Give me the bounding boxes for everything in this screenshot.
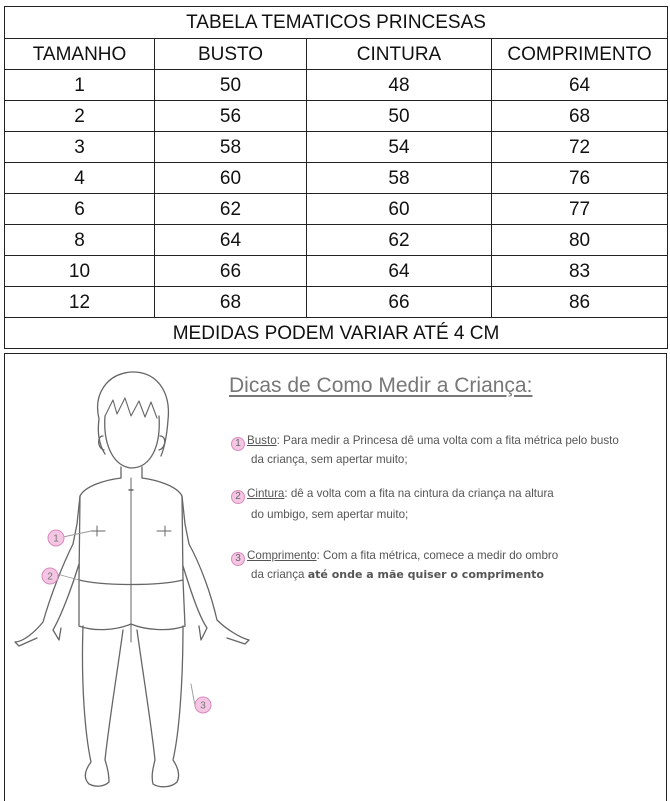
column-header-comprimento: COMPRIMENTO <box>492 39 668 70</box>
column-header-cintura: CINTURA <box>307 39 492 70</box>
cell-cintura: 58 <box>307 163 492 194</box>
table-header-row <box>5 39 668 70</box>
column-header-tamanho: TAMANHO <box>5 39 155 70</box>
cell-tamanho: 3 <box>5 132 155 163</box>
cell-busto: 64 <box>155 225 307 256</box>
table-title: TABELA TEMATICOS PRINCESAS <box>5 7 668 39</box>
cell-cintura: 60 <box>307 194 492 225</box>
measuring-guide-panel <box>4 353 667 801</box>
cell-busto: 50 <box>155 70 307 101</box>
cell-tamanho: 8 <box>5 225 155 256</box>
cell-tamanho: 10 <box>5 256 155 287</box>
cell-busto: 56 <box>155 101 307 132</box>
tip-number-badge: 2 <box>231 490 245 504</box>
cell-busto: 66 <box>155 256 307 287</box>
cell-tamanho: 6 <box>5 194 155 225</box>
tip-text-continued: da criança, sem apertar muito; <box>251 453 408 466</box>
cell-tamanho: 12 <box>5 287 155 318</box>
guide-title: Dicas de Como Medir a Criança: <box>229 374 533 397</box>
marker-2-label: 2 <box>47 571 53 583</box>
cell-busto: 62 <box>155 194 307 225</box>
tip-cintura <box>231 485 661 523</box>
tip-number-badge: 3 <box>231 552 245 566</box>
tip-term: Busto <box>247 434 277 447</box>
cell-comprimento: 86 <box>492 287 668 318</box>
table-row <box>5 287 668 318</box>
table-row <box>5 70 668 101</box>
tip-text-bold: até onde a mãe quiser o comprimento <box>307 568 544 581</box>
cell-cintura: 48 <box>307 70 492 101</box>
cell-comprimento: 83 <box>492 256 668 287</box>
tip-number-badge: 1 <box>231 437 245 451</box>
table-row <box>5 225 668 256</box>
tip-text: : dê a volta com a fita na cintura da criança na altura <box>284 487 554 500</box>
cell-comprimento: 68 <box>492 101 668 132</box>
cell-cintura: 66 <box>307 287 492 318</box>
cell-busto: 68 <box>155 287 307 318</box>
tip-text-continued <box>231 566 661 583</box>
tip-busto <box>231 432 661 468</box>
cell-cintura: 62 <box>307 225 492 256</box>
cell-tamanho: 1 <box>5 70 155 101</box>
cell-busto: 60 <box>155 163 307 194</box>
table-row <box>5 194 668 225</box>
tip-term: Comprimento <box>247 549 317 562</box>
size-table <box>4 6 668 349</box>
child-figure-illustration <box>5 354 265 801</box>
cell-cintura: 64 <box>307 256 492 287</box>
cell-comprimento: 80 <box>492 225 668 256</box>
table-row <box>5 163 668 194</box>
marker-3 <box>195 697 211 713</box>
cell-comprimento: 76 <box>492 163 668 194</box>
tip-text-continued: do umbigo, sem apertar muito; <box>251 508 409 521</box>
table-row <box>5 256 668 287</box>
tip-text: : Com a fita métrica, comece a medir do ombro <box>316 549 559 562</box>
marker-3-label: 3 <box>200 700 206 712</box>
cell-comprimento: 72 <box>492 132 668 163</box>
cell-tamanho: 4 <box>5 163 155 194</box>
table-row <box>5 101 668 132</box>
tip-comprimento <box>231 547 661 583</box>
cell-busto: 58 <box>155 132 307 163</box>
cell-cintura: 54 <box>307 132 492 163</box>
cell-cintura: 50 <box>307 101 492 132</box>
tip-text: : Para medir a Princesa dê uma volta com a fita métrica pelo busto <box>276 434 619 447</box>
column-header-busto: BUSTO <box>155 39 307 70</box>
marker-1 <box>48 530 64 546</box>
table-note: MEDIDAS PODEM VARIAR ATÉ 4 CM <box>5 318 668 349</box>
tip-text-plain: da criança <box>251 568 308 581</box>
marker-2 <box>42 568 58 584</box>
tip-term: Cintura <box>247 487 285 500</box>
marker-1-label: 1 <box>53 533 59 545</box>
cell-comprimento: 77 <box>492 194 668 225</box>
table-row <box>5 132 668 163</box>
cell-comprimento: 64 <box>492 70 668 101</box>
cell-tamanho: 2 <box>5 101 155 132</box>
